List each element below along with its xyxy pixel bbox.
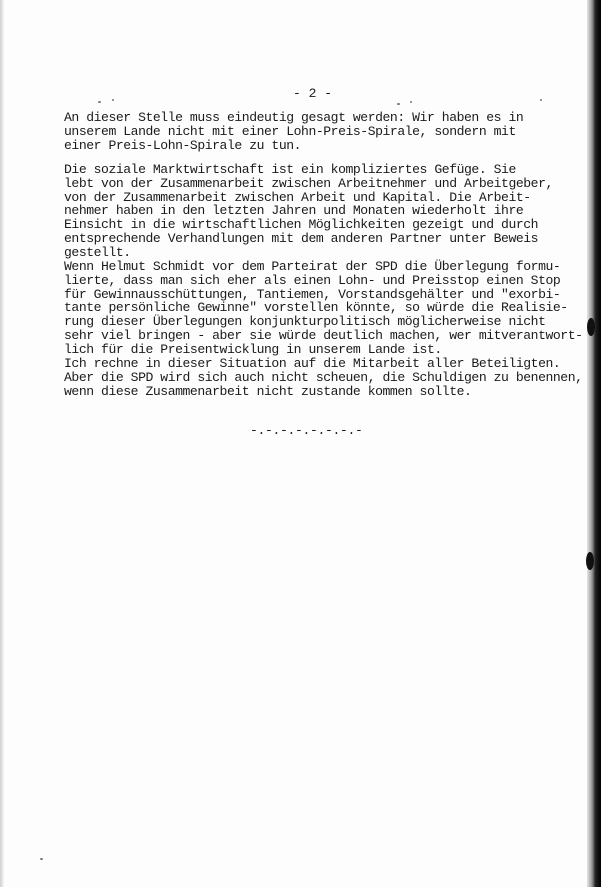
punch-hole-upper [587, 318, 595, 336]
scan-right-edge-shadow [587, 0, 601, 887]
scan-speck [397, 103, 400, 105]
page-number: - 2 - [293, 86, 333, 101]
paragraph-1: An dieser Stelle muss eindeutig gesagt werden: Wir haben es in unserem Lande nicht mit einer Lohn-Preis-Spirale, sondern mit einer Preis-Lohn-Spirale zu tun. [64, 110, 524, 153]
paragraph-4: Ich rechne in dieser Situation auf die Mitarbeit aller Beteiligten. Aber die SPD wird sich auch nicht scheuen, die Schuldigen zu benennen, wenn diese Zusammenarbeit nicht zustande kommen sollte. [64, 356, 583, 399]
scan-speck [410, 101, 412, 103]
scan-speck [98, 101, 101, 103]
page-left-edge [0, 0, 4, 887]
paragraph-2: Die soziale Marktwirtschaft ist ein kompliziertes Gefüge. Sie lebt von der Zusammenarbeit zwischen Arbeitnehmer und Arbeitgeber, von der Zusammenarbeit zwischen Arbeit und Kapital. Die Arbeit- nehmer haben in den letzten Jahren und Monaten wiederholt ihre Einsicht in die wirtschaftlichen Möglichkeiten gezeigt und durch entsprechende Verhandlungen mit dem anderen Partner unter Beweis gestellt. [64, 162, 553, 260]
scan-speck [112, 99, 114, 101]
punch-hole-lower [586, 552, 594, 570]
paragraph-3: Wenn Helmut Schmidt vor dem Parteirat der SPD die Überlegung formu- lierte, dass man sich eher als einen Lohn- und Preisstop einen Stop für Gewinnausschüttungen, Tantiemen, Vorstandsgehälter und "exorbi- tante persönliche Gewinne" vorstellen könnte, so würde die Realisie- rung dieser Überlegungen konjunkturpolitisch möglicherweise nicht sehr viel bringen - aber sie würde deutlich machen, wer mitverantwort- lich für die Preisentwicklung in unserem Lande ist. [64, 259, 583, 357]
scan-speck [540, 99, 542, 101]
end-of-text-mark: -.-.-.-.-.-.-.- [250, 423, 363, 438]
scan-speck [40, 858, 43, 860]
